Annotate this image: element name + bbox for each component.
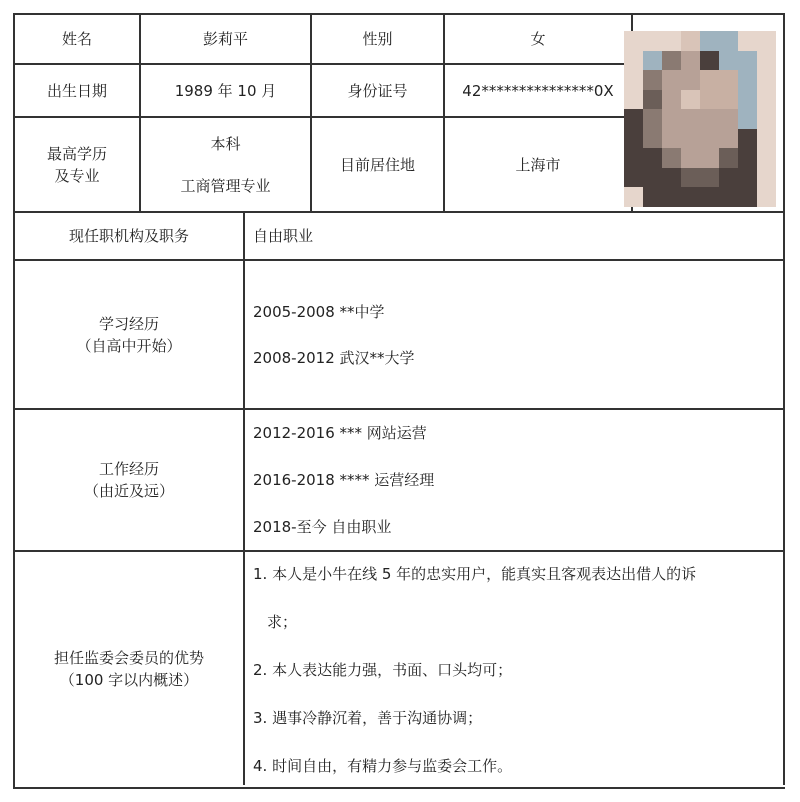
edu-label-line1: 最高学历 [46,144,107,163]
photo-mosaic-tile [757,168,776,188]
job-value: 自由职业 [245,213,785,261]
photo-mosaic-tile [662,90,681,110]
photo-mosaic-tile [624,129,643,149]
photo-mosaic-tile [643,168,662,188]
edu-value [141,118,312,213]
photo-mosaic-tile [757,31,776,51]
work-entry: 2016-2018 **** 运营经理 [253,471,435,489]
residence-label: 目前居住地 [312,118,445,213]
advantages-label-line1: 担任监委会委员的优势 [53,648,204,667]
photo-mosaic-tile [757,148,776,168]
photo-mosaic-tile [700,168,719,188]
photo-mosaic-tile [719,129,738,149]
photo-mosaic-tile [700,187,719,207]
photo-mosaic-tile [662,168,681,188]
photo-mosaic-tile [719,70,738,90]
name-label: 姓名 [15,15,141,65]
photo-mosaic-tile [757,90,776,110]
photo-mosaic-tile [643,187,662,207]
education-label-line1: 学习经历 [98,314,159,333]
birth-value: 1989 年 10 月 [141,65,312,118]
photo-mosaic-tile [662,109,681,129]
advantage-item-2: 2. 本人表达能力强，书面、口头均可； [253,660,513,679]
photo-mosaic-tile [643,31,662,51]
advantage-item-1-continued: 求； [267,612,298,631]
photo-mosaic-tile [681,70,700,90]
photo-mosaic-tile [624,148,643,168]
photo-mosaic-tile [643,129,662,149]
photo-mosaic-tile [643,70,662,90]
photo-mosaic-tile [719,168,738,188]
photo-mosaic-tile [681,129,700,149]
photo-mosaic-tile [662,31,681,51]
advantages-entries [245,552,785,785]
photo-mosaic-tile [681,109,700,129]
photo-mosaic-tile [738,31,757,51]
photo-mosaic-tile [624,31,643,51]
photo-mosaic-tile [643,51,662,71]
work-entries [245,410,785,552]
photo-mosaic-tile [719,109,738,129]
photo-mosaic-tile [700,148,719,168]
work-label-line2: （由近及远） [83,482,174,500]
photo-mosaic-tile [757,51,776,71]
photo-mosaic-tile [700,31,719,51]
photo-mosaic-tile [700,70,719,90]
photo-mosaic-tile [681,31,700,51]
id-label: 身份证号 [312,65,445,118]
photo-mosaic-tile [624,70,643,90]
gender-label: 性别 [312,15,445,65]
photo-mosaic-tile [643,109,662,129]
work-label [15,410,245,552]
edu-label [15,118,141,213]
education-entry: 2008-2012 武汉**大学 [253,348,415,367]
photo-mosaic-tile [662,70,681,90]
photo-mosaic-tile [738,148,757,168]
photo-mosaic-tile [738,51,757,71]
job-label: 现任职机构及职务 [15,213,245,261]
photo-mosaic-tile [662,51,681,71]
education-entries [245,261,785,410]
photo-mosaic-tile [624,90,643,110]
photo-mosaic-tile [681,51,700,71]
photo-mosaic-tile [624,109,643,129]
photo-mosaic-tile [738,187,757,207]
photo-mosaic-tile [757,70,776,90]
photo-mosaic-tile [700,129,719,149]
photo-mosaic-tile [681,90,700,110]
photo-mosaic-tile [719,90,738,110]
education-label [15,261,245,410]
birth-label: 出生日期 [15,65,141,118]
photo-mosaic-tile [757,129,776,149]
work-label-line1: 工作经历 [98,460,159,478]
photo-mosaic-tile [738,168,757,188]
photo-mosaic-tile [738,90,757,110]
advantages-label-line2: （100 字以内概述） [59,670,199,689]
photo-mosaic-tile [662,187,681,207]
work-entry: 2018-至今 自由职业 [253,518,392,536]
blurred-portrait-photo-icon [624,31,776,207]
education-label-line2: （自高中开始） [76,336,182,355]
id-value: 42***************0X [445,65,633,118]
photo-mosaic-tile [700,90,719,110]
photo-mosaic-tile [662,129,681,149]
advantage-item-4: 4. 时间自由，有精力参与监委会工作。 [253,756,513,775]
photo-mosaic-tile [700,109,719,129]
photo-mosaic-tile [757,109,776,129]
photo-mosaic-tile [662,148,681,168]
gender-value: 女 [445,15,633,65]
photo-mosaic-tile [719,51,738,71]
photo-mosaic-tile [738,129,757,149]
edu-label-line2: 及专业 [54,166,100,185]
photo-mosaic-tile [719,187,738,207]
advantage-item-1: 1. 本人是小牛在线 5 年的忠实用户，能真实且客观表达出借人的诉 [253,564,697,583]
photo-mosaic-tile [681,168,700,188]
photo-mosaic-tile [757,187,776,207]
name-value: 彭莉平 [141,15,312,65]
work-entry: 2012-2016 *** 网站运营 [253,424,427,442]
photo-mosaic-tile [681,148,700,168]
photo-mosaic-tile [738,109,757,129]
photo-mosaic-tile [700,51,719,71]
edu-degree: 本科 [210,134,241,153]
photo-mosaic-tile [624,187,643,207]
residence-value: 上海市 [445,118,633,213]
advantages-label [15,552,245,785]
photo-mosaic-tile [624,51,643,71]
education-entry: 2005-2008 **中学 [253,302,385,321]
photo-mosaic-tile [643,148,662,168]
photo-mosaic-tile [719,31,738,51]
advantage-item-3: 3. 遇事冷静沉着，善于沟通协调； [253,708,483,727]
photo-mosaic-tile [738,70,757,90]
photo-mosaic-tile [681,187,700,207]
photo-mosaic-tile [643,90,662,110]
photo-mosaic-tile [719,148,738,168]
photo-mosaic-tile [624,168,643,188]
edu-major: 工商管理专业 [180,176,271,195]
